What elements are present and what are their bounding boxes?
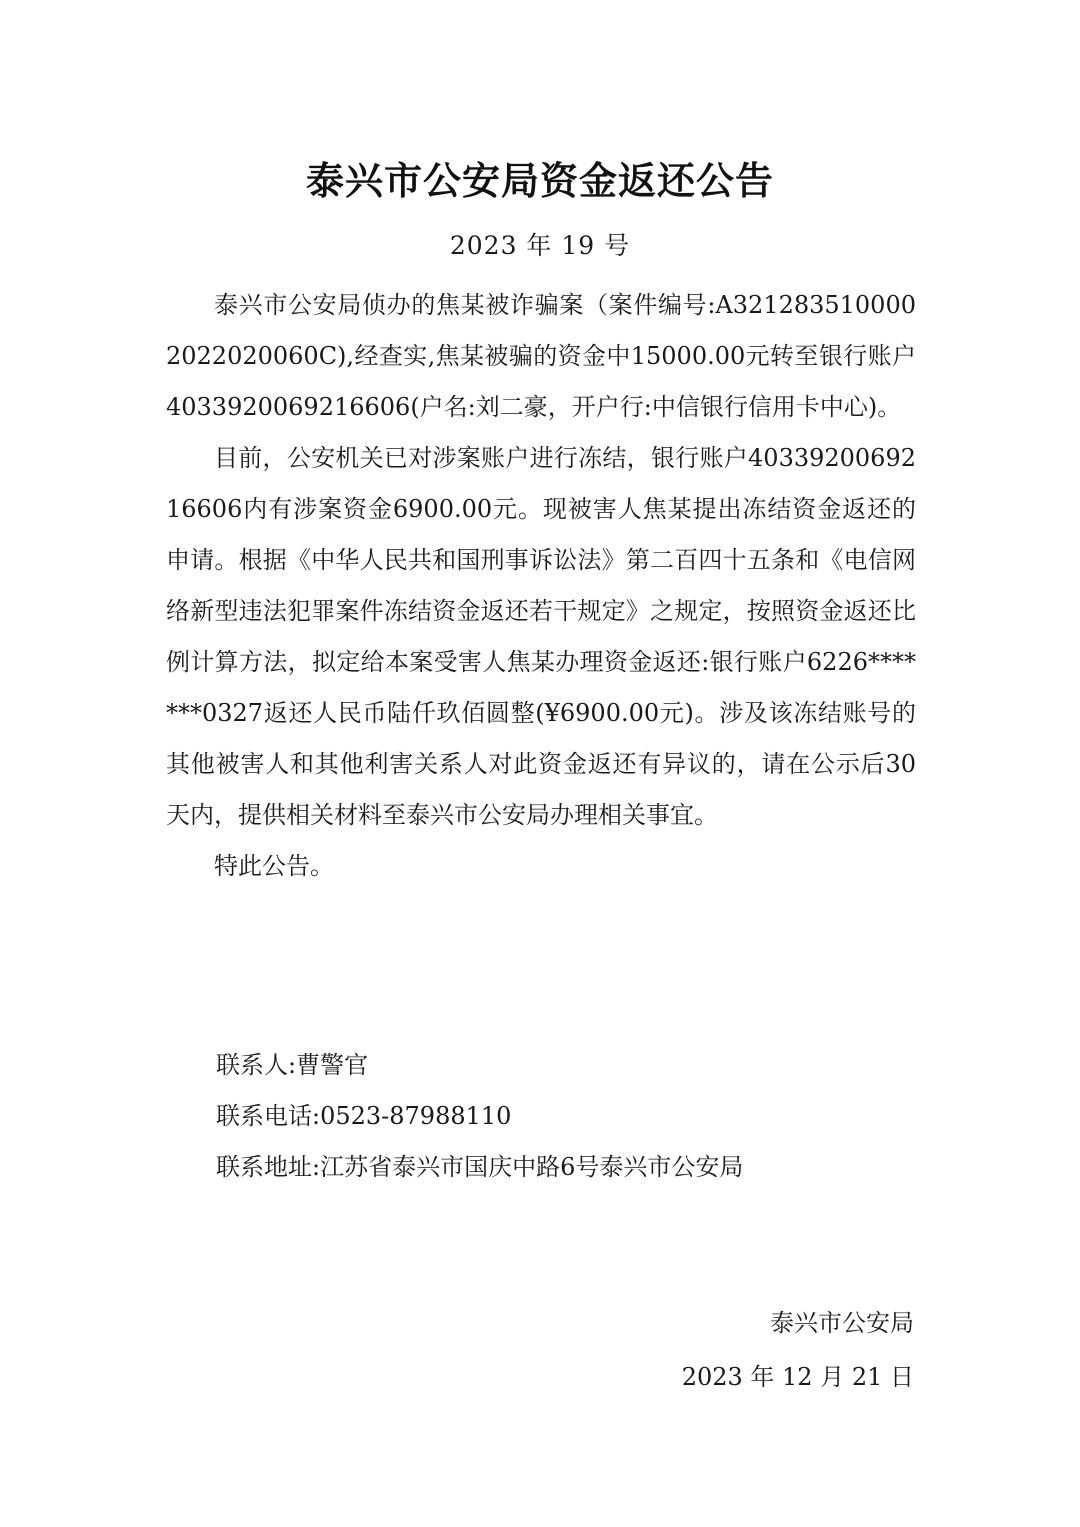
document-body <box>166 280 916 892</box>
contact-block <box>216 1040 743 1193</box>
paragraph-refund-details: 目前，公安机关已对涉案账户进行冻结，银行账户4033920069216606内有涉案资金6900.00元。现被害人焦某提出冻结资金返还的申请。根据《中华人民共和国刑事诉讼法》第二百四十五条和《电信网络新型违法犯罪案件冻结资金返还若干规定》之规定，按照资金返还比例计算方法，拟定给本案受害人焦某办理资金返还:银行账户6226*******0327返还人民币陆仟玖佰圆整(¥6900.00元)。涉及该冻结账号的其他被害人和其他利害关系人对此资金返还有异议的，请在公示后30天内，提供相关材料至泰兴市公安局办理相关事宜。 <box>166 444 916 829</box>
paragraph-case-summary: 泰兴市公安局侦办的焦某被诈骗案（案件编号:A3212835100002022020060C),经查实,焦某被骗的资金中15000.00元转至银行账户4033920069216606(户名:刘二豪，开户行:中信银行信用卡中心)。 <box>166 291 916 421</box>
contact-address: 联系地址:江苏省泰兴市国庆中路6号泰兴市公安局 <box>216 1153 744 1181</box>
contact-person: 联系人:曹警官 <box>216 1051 369 1079</box>
closing-statement: 特此公告。 <box>214 852 334 880</box>
document-title: 泰兴市公安局资金返还公告 <box>305 159 774 203</box>
document-number: 2023 年 19 号 <box>449 231 631 260</box>
contact-phone: 联系电话:0523-87988110 <box>216 1102 512 1130</box>
signature-block <box>682 1296 914 1404</box>
signature-org: 泰兴市公安局 <box>770 1309 914 1337</box>
signature-date: 2023 年 12 月 21 日 <box>681 1363 914 1391</box>
